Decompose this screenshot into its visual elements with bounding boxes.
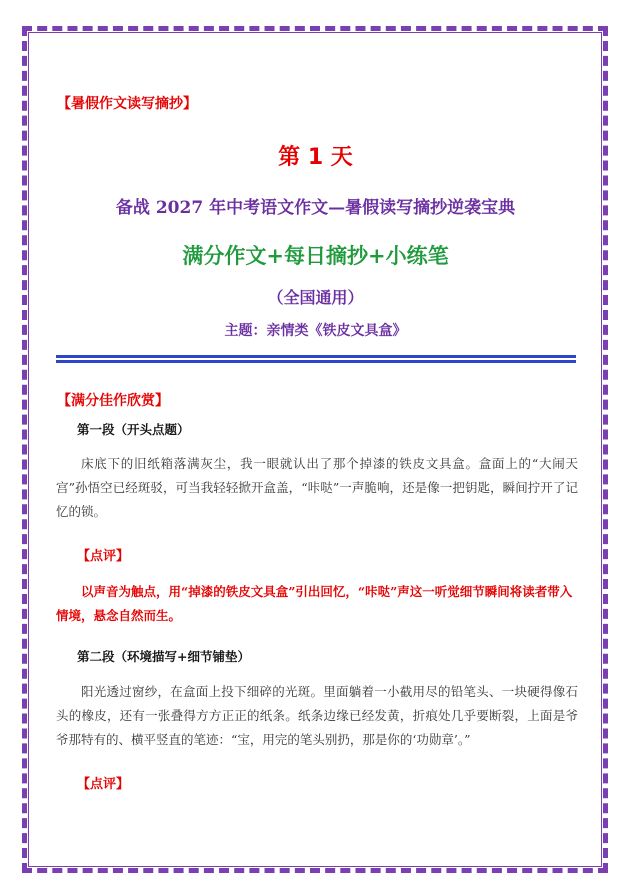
paragraph-1-text: 床底下的旧纸箱落满灰尘，我一眼就认出了那个掉漆的铁皮文具盒。盒面上的“大闹天宫”孙悟空已经斑驳，可当我轻轻掀开盒盖，“咔哒”一声脆响，还是像一把钥匙，瞬间拧开了记忆的锁。 xyxy=(56,456,578,519)
paragraph-2-text: 阳光透过窗纱，在盒面上投下细碎的光斑。里面躺着一小截用尽的铅笔头、一块硬得像石头的橡皮，还有一张叠得方方正正的纸条。纸条边缘已经发黄，折痕处几乎要断裂，上面是爷爷那特有的、横平竖直的笔迹：“宝，用完的笔头别扔，那是你的‘功勋章’。” xyxy=(56,684,578,747)
day-title: 第 1 天 xyxy=(278,145,353,170)
paragraph-1-review: 以声音为触点，用“掉漆的铁皮文具盒”引出回忆，“咔哒”声这一听觉细节瞬间将读者带入情境，悬念自然而生。 xyxy=(56,584,573,623)
section-title: 【满分佳作欣赏】 xyxy=(57,393,169,409)
paragraph-2-review-label: 【点评】 xyxy=(77,777,130,792)
divider-bottom xyxy=(56,360,576,363)
paragraph-1-review-label: 【点评】 xyxy=(77,549,130,564)
theme-label: 主题：亲情类《铁皮文具盒》 xyxy=(224,323,407,339)
main-title: 备战 2027 年中考语文作文—暑假读写摘抄逆袭宝典 xyxy=(115,198,516,218)
paragraph-2-heading: 第二段（环境描写+细节铺垫） xyxy=(77,649,250,664)
header-tag: 【暑假作文读写摘抄】 xyxy=(57,96,197,112)
divider-top xyxy=(56,355,576,358)
paragraph-1-heading: 第一段（开头点题） xyxy=(77,422,190,437)
scope-label: （全国通用） xyxy=(267,288,364,307)
subtitle: 满分作文+每日摘抄+小练笔 xyxy=(182,243,449,268)
